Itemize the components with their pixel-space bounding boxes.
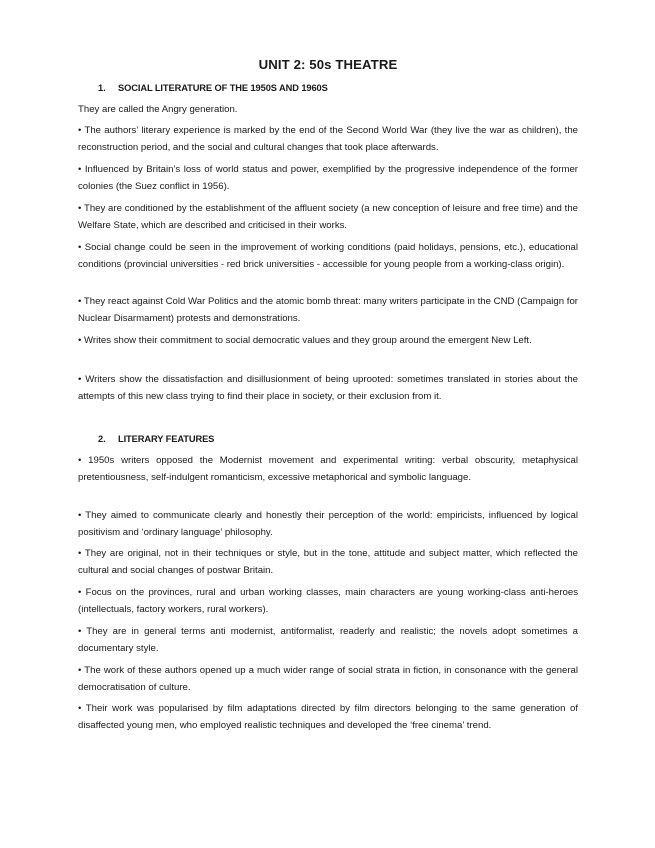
section-1-number: 1. bbox=[98, 83, 106, 93]
section-1-bullet: • They are conditioned by the establishment of the affluent society (a new conception of leisure and free time) and the Welfare State, which are described and criticised in their works. bbox=[78, 203, 578, 231]
section-2-title: LITERARY FEATURES bbox=[118, 434, 215, 444]
section-2-bullet: • 1950s writers opposed the Modernist movement and experimental writing: verbal obscurity, metaphysical pretentiousness, self-indulgent romanticism, excessive metaphorical and symbolic language. bbox=[78, 455, 578, 483]
section-2-bullet: • The work of these authors opened up a much wider range of social strata in fiction, in consonance with the general democratisation of culture. bbox=[78, 665, 578, 693]
section-2-heading bbox=[98, 434, 214, 444]
section-1-intro: They are called the Angry generation. bbox=[78, 104, 238, 115]
section-2-bullet: • Their work was popularised by film adaptations directed by film directors belonging to the same generation of disaffected young men, who employed realistic techniques and developed the ‘free cinema’ trend. bbox=[78, 703, 578, 731]
section-1-bullet: • Social change could be seen in the improvement of working conditions (paid holidays, pensions, etc.), educational conditions (provincial universities - red brick universities - accessible for young people from a working-class origin). bbox=[78, 242, 578, 270]
section-1-bullet: • Writes show their commitment to social democratic values and they group around the emergent New Left. bbox=[78, 335, 532, 346]
section-2-bullet: • Focus on the provinces, rural and urban working classes, main characters are young working-class anti-heroes (intellectuals, factory workers, rural workers). bbox=[78, 587, 578, 615]
section-1-bullet: • They react against Cold War Politics and the atomic bomb threat: many writers participate in the CND (Campaign for Nuclear Disarmament) protests and demonstrations. bbox=[78, 296, 578, 324]
section-2-bullet: • They aimed to communicate clearly and honestly their perception of the world: empiricists, influenced by logical positivism and ‘ordinary language’ philosophy. bbox=[78, 510, 578, 538]
page-title: UNIT 2: 50s THEATRE bbox=[258, 57, 398, 72]
section-1-title: SOCIAL LITERATURE OF THE 1950S AND 1960S bbox=[118, 83, 328, 93]
section-1-bullet: • Writers show the dissatisfaction and disillusionment of being uprooted: sometimes translated in stories about the attempts of this new class trying to find their place in society, or their exclusion from it. bbox=[78, 374, 578, 402]
section-1-bullet: • Influenced by Britain’s loss of world status and power, exemplified by the progressive independence of the former colonies (the Suez conflict in 1956). bbox=[78, 164, 578, 192]
section-2-bullet: • They are in general terms anti modernist, antiformalist, readerly and realistic; the novels adopt sometimes a documentary style. bbox=[78, 626, 578, 654]
section-1-bullet: • The authors’ literary experience is marked by the end of the Second World War (they live the war as children), the reconstruction period, and the social and cultural changes that took place afterwards. bbox=[78, 125, 578, 153]
section-2-number: 2. bbox=[98, 434, 106, 444]
section-2-bullet: • They are original, not in their techniques or style, but in the tone, attitude and subject matter, which reflected the cultural and social changes of postwar Britain. bbox=[78, 548, 578, 576]
section-1-heading bbox=[98, 83, 328, 93]
